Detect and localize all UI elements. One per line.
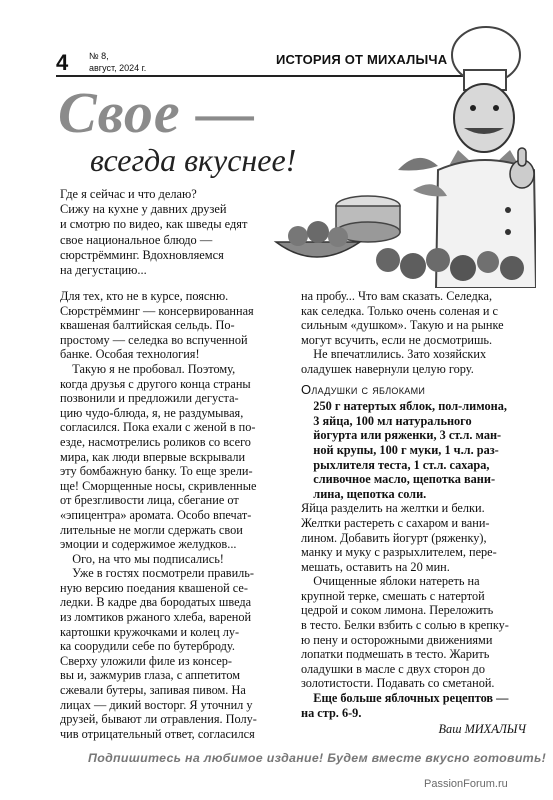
text-line: эмоции и содержимое желудков... — [60, 537, 237, 552]
step-line: золотистости. Подавать со сметаной. — [301, 676, 495, 691]
text-line: простому — селедка во вспученной — [60, 332, 248, 347]
step-line: мешать, оставить на 20 мин. — [301, 559, 450, 574]
text-line: цию чудо-блюда, я, не раздумывая, — [60, 405, 244, 420]
text-line: от брезгливости лица, сбегание от — [60, 493, 239, 508]
recipe-steps — [301, 501, 526, 691]
ingredients-line: сливочное масло, щепотка вани- — [301, 472, 496, 487]
intro-line: Сижу на кухне у давних друзей — [60, 202, 227, 217]
text-line: сжевали бутеры, запивая пивом. На — [60, 683, 246, 698]
issue-date: август, 2024 г. — [89, 63, 147, 73]
article-left-column — [60, 289, 288, 741]
text-line: могут всучить, если не досмотришь. — [301, 332, 493, 347]
text-line: лицах — дикий восторг. Я уточнил у — [60, 697, 253, 712]
ingredients-line: ной крупы, 100 г муки, 1 ч.л. раз- — [301, 442, 499, 457]
step-line: лопатки подмешать в тесто. Жарить — [301, 647, 490, 662]
ingredients-line: лина, щепотка соли. — [301, 486, 427, 501]
text-line: позвонили и предложили дегуста- — [60, 391, 239, 406]
watermark: PassionForum.ru — [424, 778, 508, 790]
intro-line: свое национальное блюдо — — [60, 232, 213, 247]
recipe-title: Оладушки с яблоками — [301, 381, 426, 397]
text-line: банке. Особая технология! — [60, 347, 200, 362]
step-line: цедрой и соком лимона. Переложить — [301, 603, 494, 618]
more-line: Еще больше яблочных рецептов — — [301, 691, 509, 706]
text-line: оладушек навернули целую гору. — [301, 361, 474, 376]
step-line: в тесто. Белки взбить с солью в крепку- — [301, 618, 509, 633]
intro-paragraph — [60, 187, 275, 278]
text-line: картошки кружочками и колец лу- — [60, 624, 240, 639]
text-line: из ломтиков ржаного хлеба, вареной — [60, 610, 252, 625]
text-line: «эпицентра» аромата. Особо впечат- — [60, 507, 252, 522]
step-line: лином. Добавить йогурт (ряженку), — [301, 530, 487, 545]
step-line: Яйца разделить на желтки и белки. — [301, 501, 485, 516]
subscribe-footer: Подпишитесь на любимое издание! Будем вместе вкусно готовить! — [88, 751, 547, 765]
text-line: езде, насмотрелись роликов со всего — [60, 434, 251, 449]
text-line: друзей, бывают ли отравления. Полу- — [60, 712, 257, 727]
more-line: на стр. 6-9. — [301, 705, 362, 720]
text-line: сильным «душком». Такую и на рынке — [301, 318, 504, 333]
text-line: ще! Сморщенные носы, скривленные — [60, 478, 257, 493]
text-line: Не впечатлились. Зато хозяйских — [301, 347, 487, 362]
article-right-column — [301, 289, 526, 737]
text-line: Сюрстрёмминг — консервированная — [60, 303, 254, 318]
text-line: ледки. В кадре два бородатых шведа — [60, 595, 252, 610]
issue-number: № 8, — [89, 51, 109, 61]
step-line: крупной терке, смешать с натертой — [301, 588, 485, 603]
text-line: чив отрицательный ответ, согласился — [60, 726, 255, 741]
ingredients-line: йогурта или ряженки, 3 ст.л. ман- — [301, 428, 502, 443]
text-line: ную версию поедания квашеной се- — [60, 580, 248, 595]
intro-line: Где я сейчас и что делаю? — [60, 187, 197, 201]
step-line: Желтки растереть с сахаром и вани- — [301, 515, 490, 530]
text-line: Ого, на что мы подписались! — [60, 551, 224, 566]
text-line: мира, как люди впервые вскрывали — [60, 449, 246, 464]
step-line: ю пену и осторожными движениями — [301, 632, 493, 647]
intro-line: на дегустацию... — [60, 263, 147, 278]
text-line: Уже в гостях посмотрели правиль- — [60, 566, 255, 581]
chef-illustration — [268, 10, 536, 288]
recipe-ingredients — [301, 399, 526, 501]
ingredients-line: 250 г натертых яблок, пол-лимона, — [301, 399, 507, 414]
more-recipes-note — [301, 691, 526, 720]
headline-sub: всегда вкуснее! — [90, 142, 297, 178]
text-line: ка соорудили себе по бутерброду. — [60, 639, 235, 654]
intro-line: сюрстрёмминг. Вдохновляемся — [60, 247, 224, 262]
step-line: оладушки в масле с двух сторон до — [301, 661, 485, 676]
headline-main: Свое — — [58, 80, 256, 145]
step-line: Очищенные яблоки натереть на — [301, 574, 480, 589]
page-number: 4 — [56, 50, 69, 75]
text-line: на пробу... Что вам сказать. Селедка, — [301, 289, 493, 303]
text-line: когда друзья с другого конца страны — [60, 376, 251, 391]
text-line: лительные не могли сдержать свои — [60, 522, 243, 537]
author-signature: Ваш МИХАЛЫЧ — [438, 722, 526, 737]
text-line: как селедка. Только очень соленая и с — [301, 303, 498, 318]
text-line: Для тех, кто не в курсе, поясню. — [60, 289, 229, 303]
text-line: Сверху уложили филе из консер- — [60, 653, 233, 668]
intro-line: и смотрю по видео, как шведы едят — [60, 217, 248, 232]
text-line: Такую я не пробовал. Поэтому, — [60, 361, 236, 376]
text-line: квашеная балтийская сельдь. По- — [60, 318, 235, 333]
step-line: манку и муку с разрыхлителем, пере- — [301, 545, 497, 560]
text-line: эту бомбажную банку. То еще зрели- — [60, 464, 253, 479]
text-line: согласился. Пока ехали с женой в по- — [60, 420, 256, 435]
section-title: ИСТОРИЯ ОТ МИХАЛЫЧА — [276, 52, 448, 67]
ingredients-line: 3 яйца, 100 мл натурального — [301, 413, 472, 428]
ingredients-line: рыхлителя теста, 1 ст.л. сахара, — [301, 457, 490, 472]
text-line: вы и, зажмурив глаза, с аппетитом — [60, 668, 241, 683]
